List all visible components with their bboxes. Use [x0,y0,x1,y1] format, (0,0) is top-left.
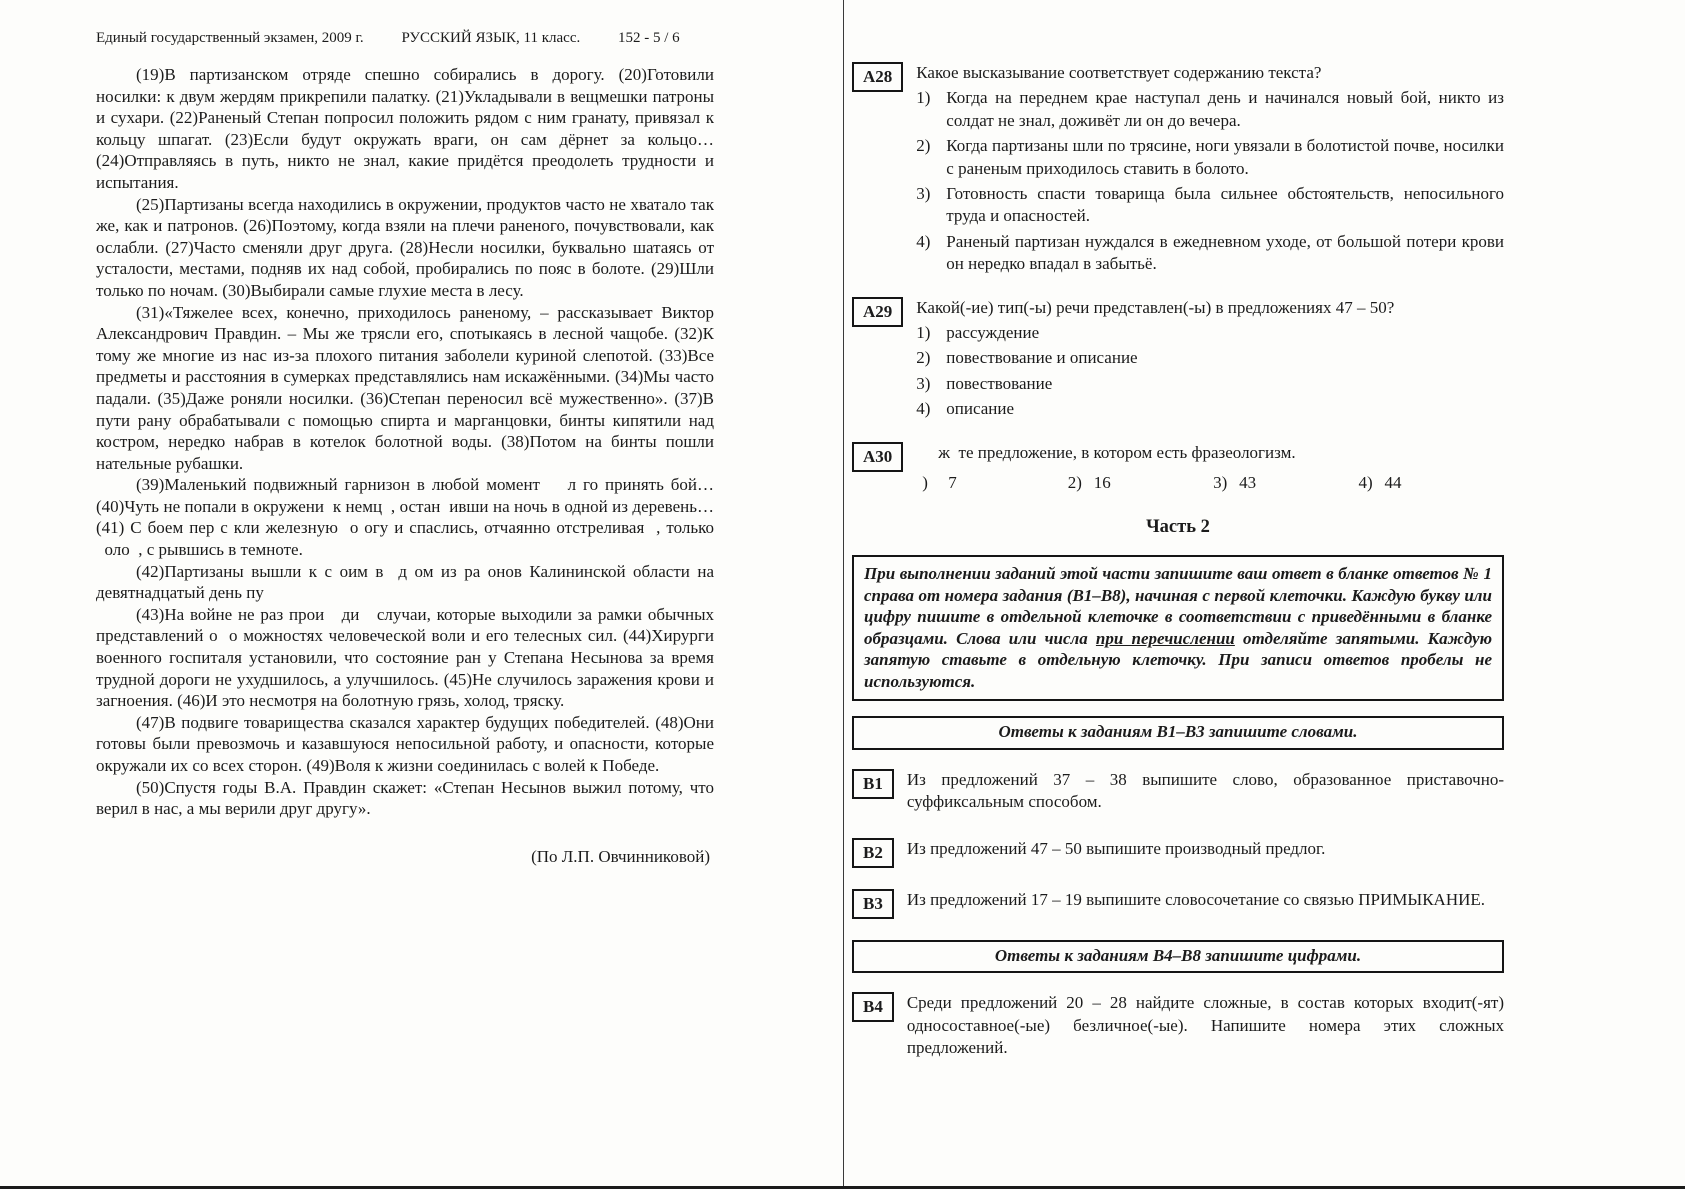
option-number: 3) [1213,473,1228,493]
question-a29 [852,297,1504,421]
text-paragraph-7: (47)В подвиге товарищества сказался характер будущих победителей. (48)Они готовы были превозмочь и казавшуюся непосильной работу, и опасности, которые окружали их со всех сторон. (49)Воля к жизни соединилась с волей к Победе. [96,712,714,775]
question-a30-options [916,472,1504,494]
answer-option-a30-1 [922,472,1067,494]
option-number: 2) [916,348,931,368]
task-b4-text: Среди предложений 20 – 28 найдите сложные, в состав которых входит(-ят) односоставное(-ые) безличное(-ые). Напишите номера этих сложных предложений. [906,993,1504,1057]
task-b1-label: В1 [852,769,894,799]
banner-b1-b3: Ответы к заданиям В1–В3 запишите словами. [852,716,1504,749]
option-number: 4) [1358,473,1373,493]
option-text: 7 [948,473,957,493]
text-paragraph-1: (19)В партизанском отряде спешно собирались в дорогу. (20)Готовили носилки: к двум жердям прикрепили палатку. (21)Укладывали в вещмешки патроны и сухари. (22)Раненый Степан попросил положить рядом с ним гранату, привязал к кольцу шпагат. (23)Если будут окружать враги, он сам дёрнет за кольцо… (24)Отправляясь в путь, никто не знал, какие придётся преодолеть трудности и испытания. [96,65,714,192]
task-b4 [852,992,1504,1062]
answer-option-a29-1 [916,322,1504,344]
question-a30-text: ж те предложение, в котором есть фразеологизм. [938,442,1296,462]
question-a29-text: Какой(-ие) тип(-ы) речи представлен(-ы) в предложениях 47 – 50? [916,297,1395,317]
task-b3-body [907,889,1504,914]
option-number: 2) [1067,473,1082,493]
question-a30 [852,442,1504,495]
question-a30-body [916,442,1504,495]
question-a28-body [916,62,1504,276]
option-text: описание [946,399,1015,419]
questions-column [852,62,1504,1083]
task-b2-label: В2 [852,838,894,868]
answer-option-a28-4 [916,231,1504,276]
option-text: 43 [1239,473,1257,493]
option-number: 4) [916,231,931,251]
option-text: Раненый партизан нуждался в ежедневном уходе, от большой потери крови он нередко впадал в забытьё. [946,231,1504,274]
question-a30-label: А30 [852,442,903,472]
text-paragraph-8: (50)Спустя годы В.А. Правдин скажет: «Степан Несынов выжил потому, что верил в нас, а мы верили друг другу». [96,777,714,819]
task-b4-label: В4 [852,992,894,1022]
task-b4-body [907,992,1504,1062]
answer-option-a29-2 [916,347,1504,369]
answer-option-a28-3 [916,183,1504,228]
option-text: Готовность спасти товарища была сильнее обстоятельств, непосильного труда и опасностей. [946,184,1504,226]
text-paragraph-6: (43)На войне не раз прои ди случаи, которые выходили за рамки обычных представлений о о можностях человеческой воли и его телесных сил. (44)Хирурги военного госпиталя установили, что состояние ран у Степана Несынова за время трудной дороги не ухудшилось, а улучшилось. (45)Не случилось заражения крови и загноения. (46)И это несмотря на болотную грязь, холод, тряску. [96,604,714,711]
task-b1-body [907,769,1504,817]
option-text: повествование [946,373,1053,393]
question-a29-body [916,297,1504,421]
option-text: Когда партизаны шли по трясине, ноги увязали в болотистой почве, носилки с раненым приходилось ставить в болото. [946,136,1504,178]
option-number: 3) [916,184,931,204]
option-number: 1) [916,88,931,108]
task-b2-body [907,838,1504,863]
question-a28-text: Какое высказывание соответствует содержанию текста? [916,63,1322,82]
instructions-underlined-text: при перечислении [1095,628,1235,648]
part2-heading: Часть 2 [1146,516,1210,537]
part2-instructions-box [852,555,1504,702]
page-header [96,30,714,47]
task-b2 [852,838,1504,868]
text-attribution: (По Л.П. Овчинниковой) [531,846,710,866]
header-subject: РУССКИЙ ЯЗЫК, 11 класс. [401,30,581,46]
task-b2-text: Из предложений 47 – 50 выпишите производный предлог. [906,838,1326,858]
task-b3 [852,889,1504,919]
answer-option-a30-3 [1213,472,1358,494]
column-divider [843,0,844,1189]
option-number: 4) [916,399,931,419]
task-b3-text: Из предложений 17 – 19 выпишите словосочетание со связью ПРИМЫКАНИЕ. [906,889,1486,909]
option-text: рассуждение [946,323,1040,343]
option-number: 2) [916,136,931,156]
option-text: 44 [1384,473,1402,493]
answer-option-a28-1 [916,87,1504,132]
option-number: 1) [916,323,931,343]
text-paragraph-5: (42)Партизаны вышли к с оим в д ом из ра онов Калининской области на девятнадцатый день пу [96,561,714,603]
task-b1 [852,769,1504,817]
question-a28-label: А28 [852,62,903,92]
text-paragraph-2: (25)Партизаны всегда находились в окружении, продуктов часто не хватало так же, как и патронов. (26)Поэтому, когда взяли на плечи раненого, почувствовали, как ослабли. (27)Часто сменяли друг друга. (28)Несли носилки, буквально шатаясь от усталости, местами, подняв их над собой, пробирались по пояс в болоте. (29)Шли только по ночам. (30)Выбирали самые глухие места в лесу. [96,194,714,300]
question-a29-label: А29 [852,297,903,327]
reading-text-column [96,64,714,884]
answer-option-a30-4 [1359,472,1504,494]
banner-b4-b8: Ответы к заданиям В4–В8 запишите цифрами. [852,940,1504,973]
text-paragraph-4: (39)Маленький подвижный гарнизон в любой момент л го принять бой… (40)Чуть не попали в окружени к немц , остан ивши на ночь в одной из деревень…(41) С боем пер с кли железную о огу и спаслись, отчаянно отстреливая , только оло , с рывшись в темноте. [96,475,714,560]
option-number: 3) [916,373,931,393]
task-b1-text: Из предложений 37 – 38 выпишите слово, образованное приставочно-суффиксальным способом. [906,769,1504,812]
text-paragraph-3: (31)«Тяжелее всех, конечно, приходилось раненому, – рассказывает Виктор Александрович Правдин. – Мы же трясли его, спотыкаясь в лесной чащобе. (32)К тому же многие из нас из-за плохого питания заболели куриной слепотой. (33)Все предметы и расстояния в сумерках представлялись нам искажёнными. (34)Мы часто падали. (35)Даже роняли носилки. (36)Степан переносил всё мужественно». (37)В пути рану обрабатывали с помощью спирта и марганцовки, бинты кипятили над костром, нередко набрав в котелок болотной воды. (38)Потом на бинты пошли нательные рубашки. [96,302,714,473]
answer-option-a29-3 [916,373,1504,395]
task-b3-label: В3 [852,889,894,919]
answer-option-a28-2 [916,135,1504,180]
question-a28 [852,62,1504,276]
instructions-text-after: отделяйте запятыми. Каждую запятую ставьте в отдельную клеточку. При записи ответов пробелы не используются. [864,628,1492,691]
option-number: ) [922,473,928,493]
question-a28-options [916,87,1504,275]
option-text: Когда на переднем крае наступал день и начинался новый бой, никто из солдат не знал, доживёт ли он до вечера. [946,88,1504,130]
header-exam-title: Единый государственный экзамен, 2009 г. [96,30,364,46]
header-page-code: 152 - 5 / 6 [618,30,680,46]
option-text: 16 [1093,473,1111,493]
answer-option-a29-4 [916,398,1504,420]
instructions-text-before: При выполнении заданий этой части запишите ваш ответ в бланке ответов № 1 справа от номера задания (В1–В8), начиная с первой клеточки. Каждую букву или цифру пишите в отдельной клеточке в соответствии с приведёнными в бланке образцами. Слова или числа [864,563,1492,648]
answer-option-a30-2 [1068,472,1213,494]
option-text: повествование и описание [946,348,1138,368]
question-a29-options [916,322,1504,421]
